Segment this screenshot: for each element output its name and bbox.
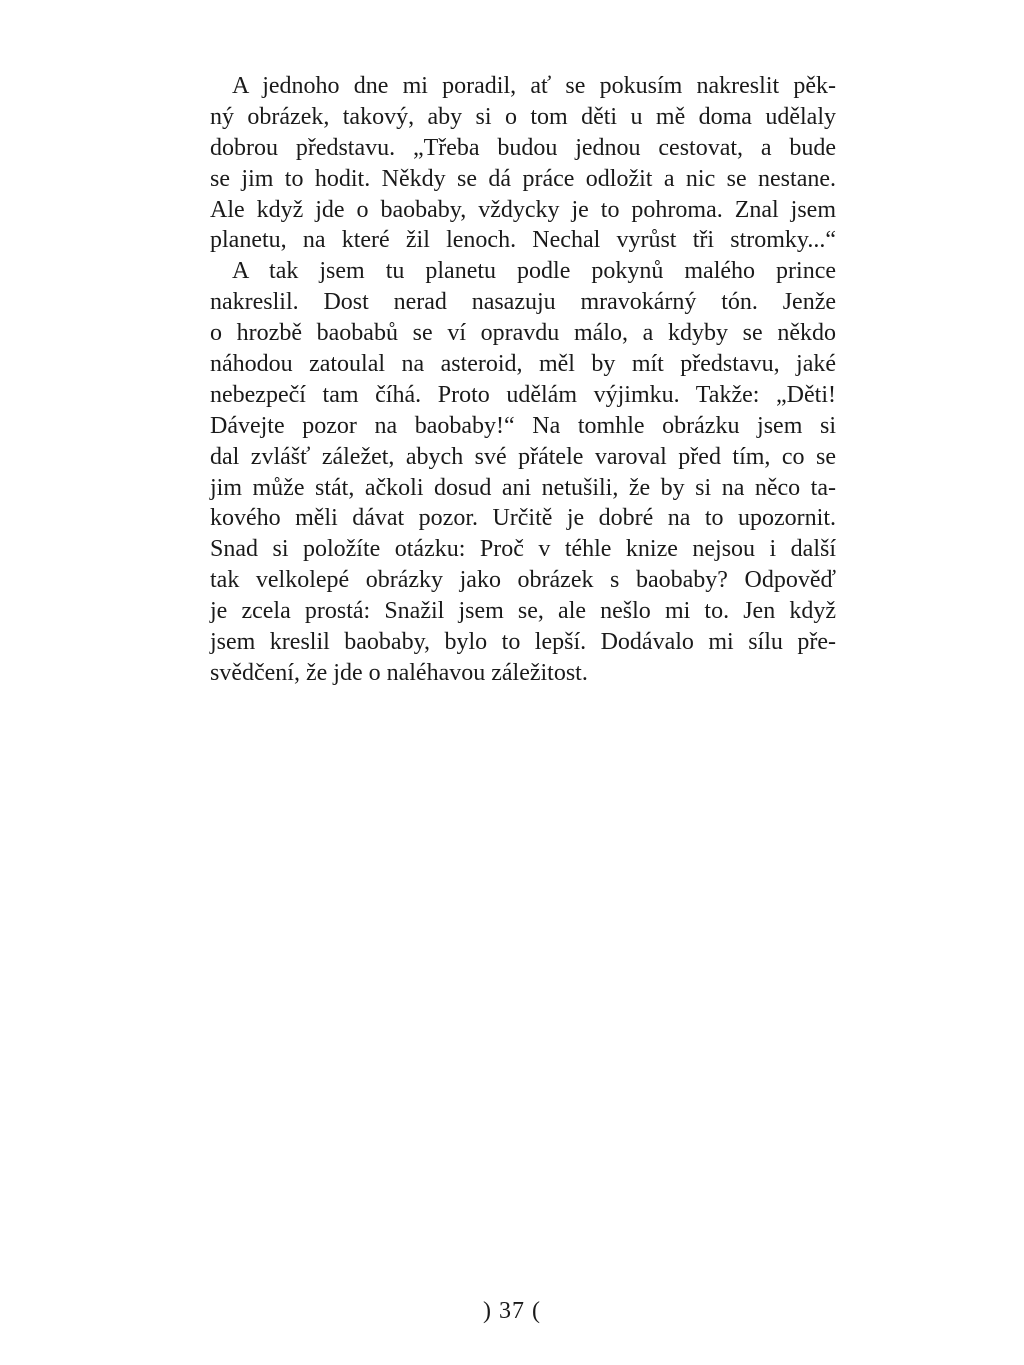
text-line: planetu, na které žil lenoch. Nechal vyrůst tři stromky...“ bbox=[210, 227, 836, 254]
text-line: dal zvlášť záležet, abych své přátele varoval před tím, co se bbox=[210, 443, 836, 470]
text-line: jim může stát, ačkoli dosud ani netušili, že by si na něco ta- bbox=[210, 474, 836, 501]
text-line: o hrozbě baobabů se ví opravdu málo, a kdyby se někdo bbox=[210, 320, 836, 347]
page-number: ) 37 ( bbox=[483, 1298, 541, 1324]
text-line: svědčení, že jde o naléhavou záležitost. bbox=[210, 659, 588, 686]
body-text bbox=[210, 71, 836, 689]
text-line: jsem kreslil baobaby, bylo to lepší. Dodávalo mi sílu pře- bbox=[210, 629, 836, 656]
text-line: A tak jsem tu planetu podle pokynů malého prince bbox=[232, 258, 836, 285]
text-line: se jim to hodit. Někdy se dá práce odložit a nic se nestane. bbox=[210, 165, 836, 192]
text-line: ný obrázek, takový, aby si o tom děti u mě doma udělaly bbox=[210, 103, 836, 130]
text-line: náhodou zatoulal na asteroid, měl by mít představu, jaké bbox=[210, 351, 836, 378]
text-line: nebezpečí tam číhá. Proto udělám výjimku. Takže: „Děti! bbox=[210, 381, 836, 408]
paragraph-1 bbox=[210, 71, 836, 256]
text-line: Ale když jde o baobaby, vždycky je to pohroma. Znal jsem bbox=[210, 196, 836, 223]
text-line: dobrou představu. „Třeba budou jednou cestovat, a bude bbox=[210, 134, 836, 161]
text-line: A jednoho dne mi poradil, ať se pokusím nakreslit pěk- bbox=[232, 73, 836, 99]
text-line: kového měli dávat pozor. Určitě je dobré na to upozornit. bbox=[210, 505, 836, 532]
text-line: Dávejte pozor na baobaby!“ Na tomhle obrázku jsem si bbox=[210, 412, 836, 439]
paragraph-2 bbox=[210, 256, 836, 688]
text-line: je zcela prostá: Snažil jsem se, ale nešlo mi to. Jen když bbox=[210, 598, 836, 625]
text-line: Snad si položíte otázku: Proč v téhle knize nejsou i další bbox=[210, 536, 836, 563]
text-line: tak velkolepé obrázky jako obrázek s baobaby? Odpověď bbox=[210, 567, 836, 594]
text-line: nakreslil. Dost nerad nasazuju mravokárný tón. Jenže bbox=[210, 289, 836, 316]
